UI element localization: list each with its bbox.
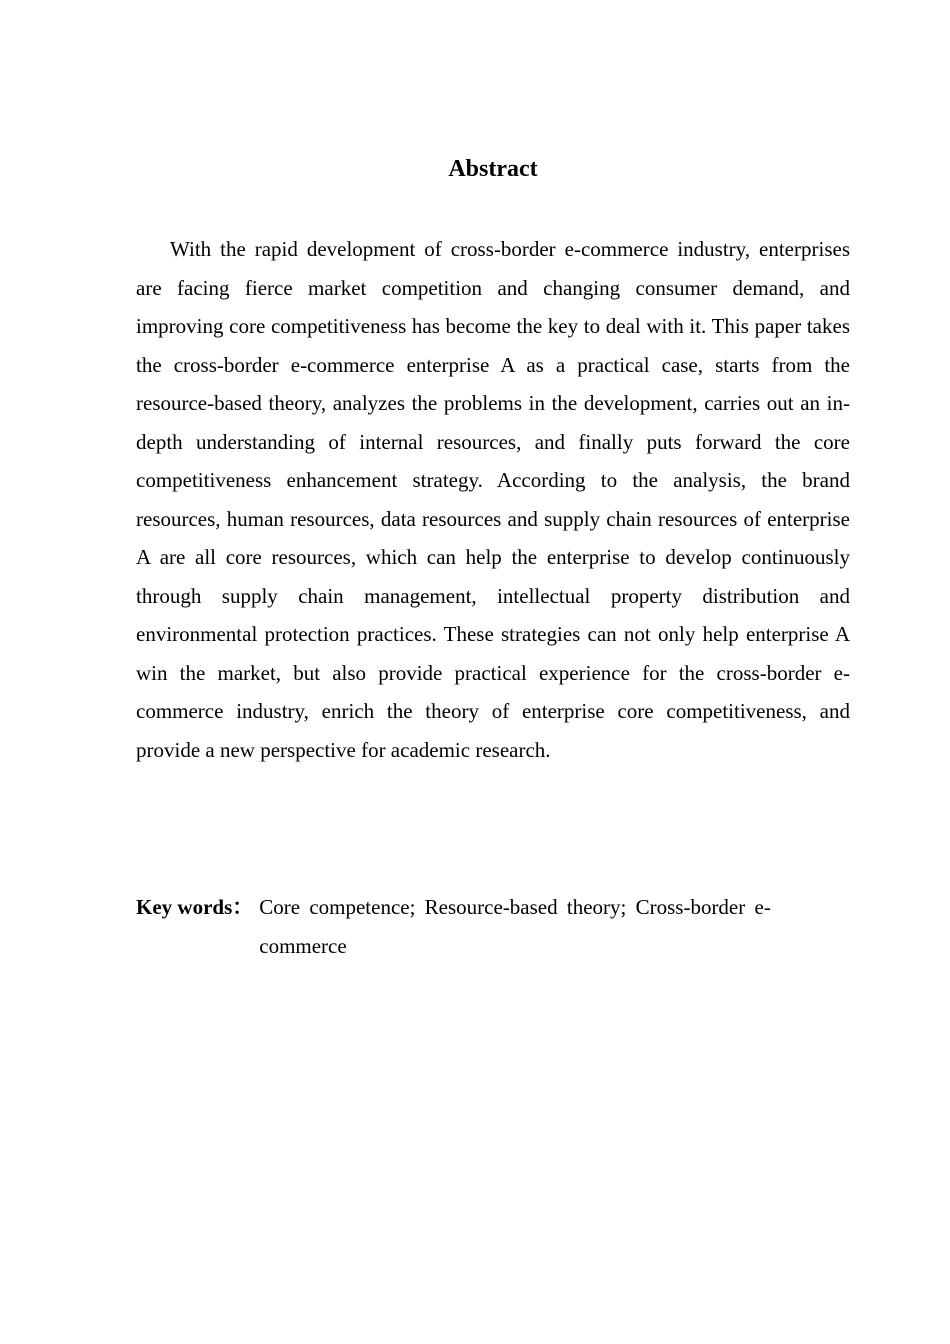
keywords-label: Key words [136, 895, 233, 919]
abstract-title: Abstract [448, 156, 538, 182]
keywords-values: Core competence; Resource-based theory; Cross-border e-commerce [259, 895, 771, 958]
keywords-section [136, 888, 826, 965]
abstract-body: With the rapid development of cross-border e-commerce industry, enterprises are facing fierce market competition and changing consumer demand, and improving core competitiveness has become the key to deal with it. This paper takes the cross-border e-commerce enterprise A as a practical case, starts from the resource-based theory, analyzes the problems in the development, carries out an in-depth understanding of internal resources, and finally puts forward the core competitiveness enhancement strategy. According to the analysis, the brand resources, human resources, data resources and supply chain resources of enterprise A are all core resources, which can help the enterprise to develop continuously through supply chain management, intellectual property distribution and environmental protection practices. These strategies can not only help enterprise A win the market, but also provide practical experience for the cross-border e-commerce industry, enrich the theory of enterprise core competitiveness, and provide a new perspective for academic research. [136, 237, 850, 762]
keywords-separator: ： [232, 895, 254, 919]
